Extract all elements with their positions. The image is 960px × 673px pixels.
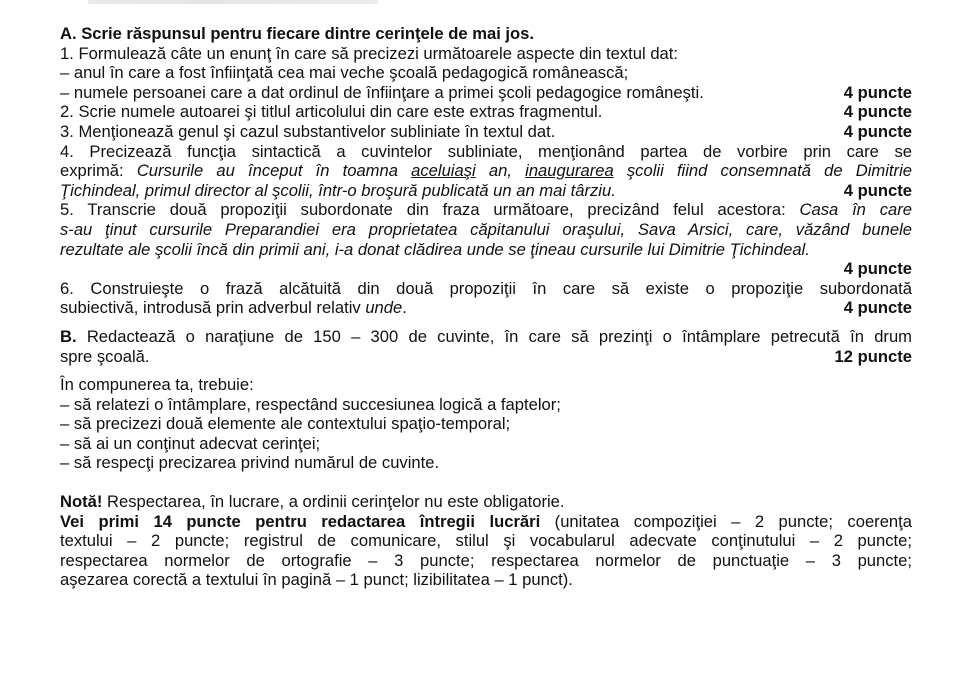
section-b-intro: În compunerea ta, trebuie: — [60, 375, 254, 395]
underlined-word-1: aceluiaşi — [411, 161, 476, 181]
question-5-line-2: s-au ţinut cursurile Preparandiei era proprietatea căpitanului oraşului, Sava Arsici, care, văzând bunele — [60, 219, 912, 239]
question-5-line-1: 5. Transcrie două propoziţii subordonate din fraza următoare, precizând felul acestora: Casa în care — [60, 200, 912, 220]
question-1-points: 4 puncte — [843, 82, 912, 102]
grading-line-3: respectarea normelor de ortografie – 3 puncte; respectarea normelor de punctuaţie – 3 puncte; — [60, 550, 912, 570]
requirement-item: – să relatezi o întâmplare, respectând succesiunea logică a faptelor; — [60, 394, 561, 414]
section-b-line-1: B. Redactează o naraţiune de 150 – 300 de cuvinte, în care să prezinţi o întâmplare petrecută în drum — [60, 326, 912, 346]
exam-page — [60, 24, 912, 590]
question-1-bullet-2: – numele persoanei care a dat ordinul de înfiinţare a primei şcoli pedagogice româneşti. 4 puncte — [60, 82, 912, 102]
grading-line-4: aşezarea corectă a textului în pagină – 1 punct; lizibilitatea – 1 punct). — [60, 570, 573, 590]
question-4-line-2: exprimă: Cursurile au început în toamna aceluiaşi an, inaugurarea şcolii fiind consemnată de Dimitrie — [60, 161, 912, 181]
section-b-line-2: spre şcoală. 12 puncte — [60, 346, 912, 366]
requirement-item: – să respecţi precizarea privind numărul de cuvinte. — [60, 453, 440, 473]
requirement-item: – să precizezi două elemente ale contextului spaţio-temporal; — [60, 414, 511, 434]
section-a-heading: A. Scrie răspunsul pentru fiecare dintre cerinţele de mai jos. — [60, 24, 534, 43]
question-6-line-1: 6. Construieşte o frază alcătuită din două propoziţii în care să existe o propoziţie subordonată — [60, 278, 912, 298]
grading-bold-text: Vei primi 14 puncte pentru redactarea întregii lucrări — [60, 511, 541, 531]
question-5-line-3: rezultate ale şcolii încă din primii ani, i-a donat clădirea unde se ţineau cursurile lui Dimitrie Ţichindeal. — [60, 239, 810, 259]
section-b-label: B. — [60, 326, 77, 346]
underlined-word-2: inaugurarea — [525, 161, 614, 181]
question-4-points: 4 puncte — [843, 180, 912, 200]
question-3: 3. Menţionează genul şi cazul substantivelor subliniate în textul dat. 4 puncte — [60, 121, 912, 141]
cropped-header-fragment — [88, 0, 378, 4]
note-line: Notă! Respectarea, în lucrare, a ordinii cerinţelor nu este obligatorie. — [60, 492, 565, 512]
question-3-points: 4 puncte — [843, 121, 912, 141]
question-4-line-1: 4. Precizează funcţia sintactică a cuvintelor subliniate, menţionând partea de vorbire prin care se — [60, 141, 912, 161]
question-2: 2. Scrie numele autoarei şi titlul articolului din care este extras fragmentul. 4 puncte — [60, 102, 912, 122]
grading-line-2: textului – 2 puncte; registrul de comunicare, stilul şi vocabularul adecvate conţinutului – 2 puncte; — [60, 531, 912, 551]
grading-line-1: Vei primi 14 puncte pentru redactarea întregii lucrări (unitatea compoziţiei – 2 puncte; coerenţa — [60, 511, 912, 531]
question-1: 1. Formulează câte un enunţ în care să precizezi următoarele aspecte din textul dat: — [60, 43, 678, 63]
section-b-points: 12 puncte — [834, 346, 912, 366]
question-2-points: 4 puncte — [843, 102, 912, 122]
question-4-line-3: Ţichindeal, primul director al şcolii, într-o broşură publicată un an mai târziu. 4 puncte — [60, 180, 912, 200]
question-5-points: 4 puncte — [843, 259, 912, 279]
note-label: Notă! — [60, 492, 103, 512]
question-6-line-2: subiectivă, introdusă prin adverbul relativ unde. 4 puncte — [60, 298, 912, 318]
requirement-item: – să ai un conţinut adecvat cerinţei; — [60, 433, 321, 453]
question-6-points: 4 puncte — [843, 298, 912, 318]
question-1-bullet-1: – anul în care a fost înfiinţată cea mai veche şcoală pedagogică românească; — [60, 63, 629, 83]
